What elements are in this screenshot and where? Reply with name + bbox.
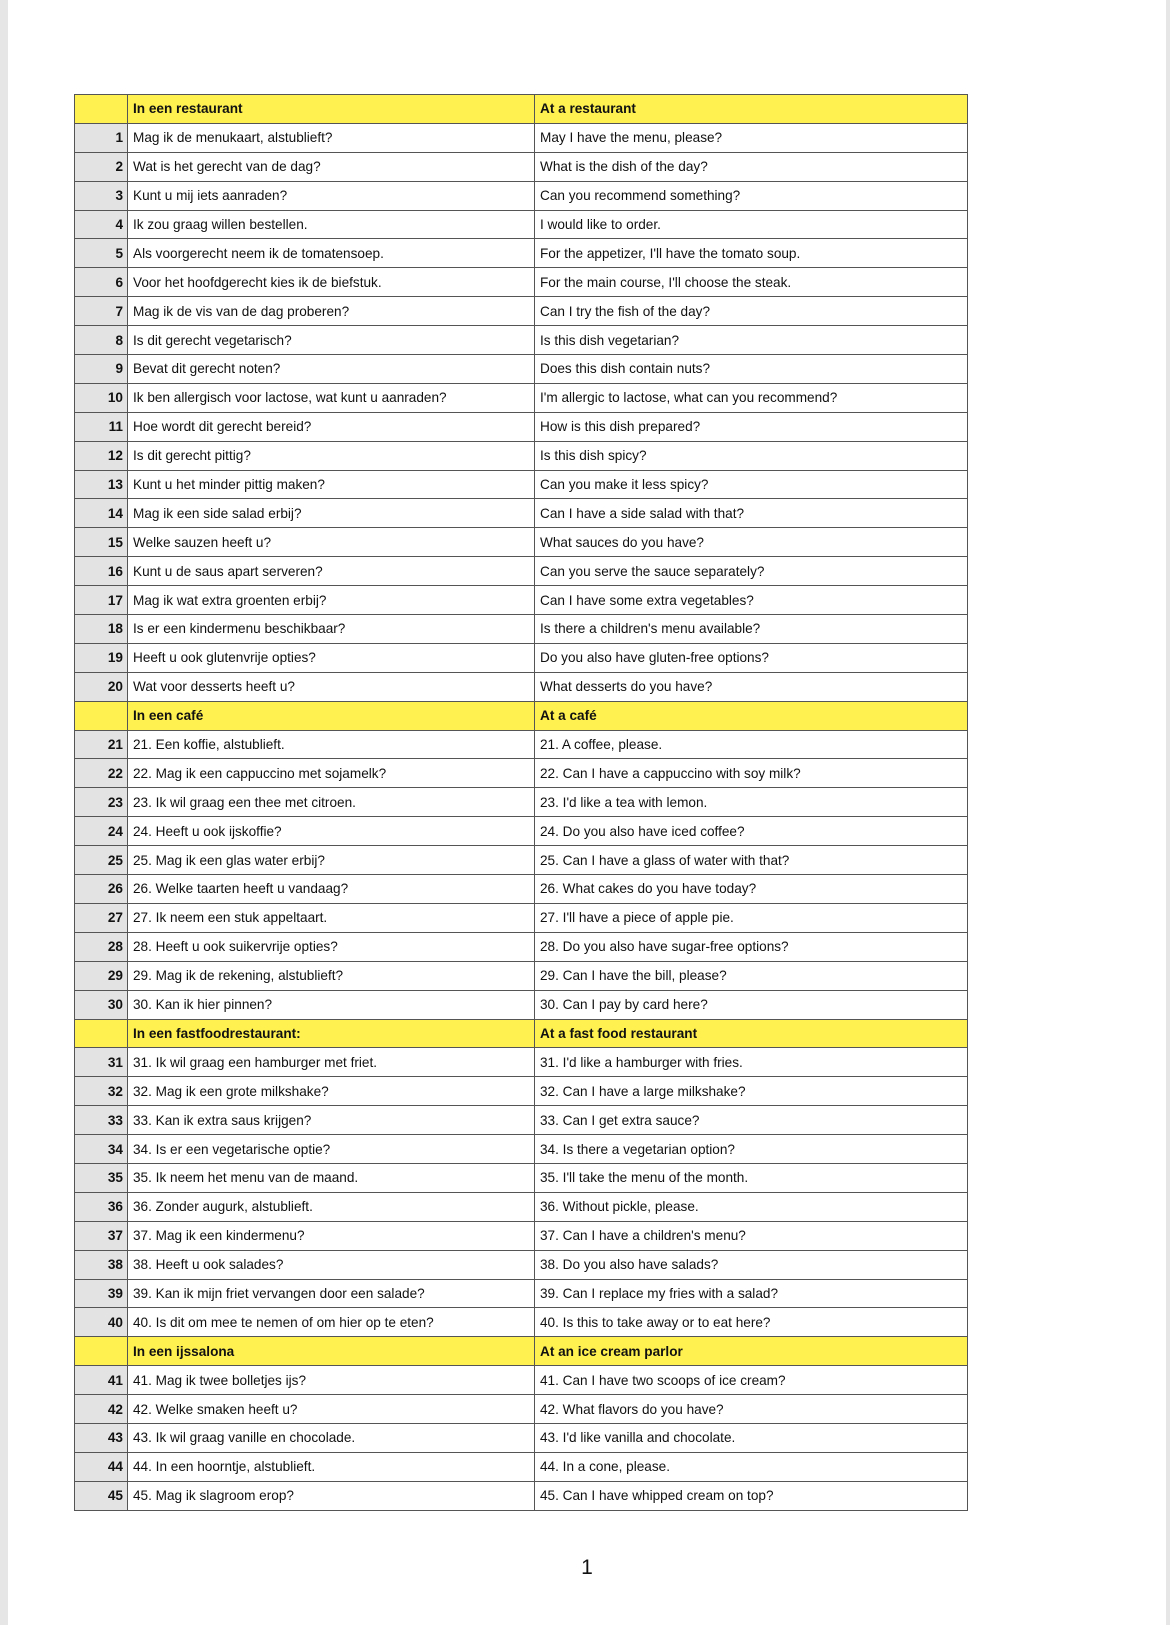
english-phrase: 41. Can I have two scoops of ice cream? (535, 1366, 968, 1395)
table-row (75, 1250, 968, 1279)
table-row (75, 730, 968, 759)
english-phrase: 42. What flavors do you have? (535, 1395, 968, 1424)
row-number: 13 (75, 470, 128, 499)
row-number: 27 (75, 903, 128, 932)
dutch-phrase: Heeft u ook glutenvrije opties? (128, 643, 535, 672)
dutch-phrase: 43. Ik wil graag vanille en chocolade. (128, 1423, 535, 1452)
dutch-phrase: 42. Welke smaken heeft u? (128, 1395, 535, 1424)
dutch-phrase: Mag ik de menukaart, alstublieft? (128, 123, 535, 152)
row-number: 1 (75, 123, 128, 152)
phrase-table (74, 94, 968, 1511)
row-number: 30 (75, 990, 128, 1019)
english-phrase: 31. I'd like a hamburger with fries. (535, 1048, 968, 1077)
row-number: 12 (75, 441, 128, 470)
row-number: 8 (75, 326, 128, 355)
english-phrase: For the appetizer, I'll have the tomato soup. (535, 239, 968, 268)
dutch-phrase: Kunt u de saus apart serveren? (128, 557, 535, 586)
english-phrase: Is this dish vegetarian? (535, 326, 968, 355)
english-phrase: 32. Can I have a large milkshake? (535, 1077, 968, 1106)
row-number: 16 (75, 557, 128, 586)
english-phrase: Can I try the fish of the day? (535, 297, 968, 326)
section-title-english: At a café (535, 701, 968, 730)
dutch-phrase: Ik zou graag willen bestellen. (128, 210, 535, 239)
english-phrase: Can you serve the sauce separately? (535, 557, 968, 586)
table-row (75, 499, 968, 528)
table-row (75, 961, 968, 990)
dutch-phrase: Mag ik wat extra groenten erbij? (128, 586, 535, 615)
english-phrase: 44. In a cone, please. (535, 1452, 968, 1481)
dutch-phrase: Hoe wordt dit gerecht bereid? (128, 412, 535, 441)
row-number: 33 (75, 1106, 128, 1135)
table-row (75, 1221, 968, 1250)
row-number: 7 (75, 297, 128, 326)
dutch-phrase: 26. Welke taarten heeft u vandaag? (128, 875, 535, 904)
english-phrase: Do you also have gluten-free options? (535, 643, 968, 672)
section-title-english: At a restaurant (535, 95, 968, 124)
section-header-number-cell (75, 1337, 128, 1366)
row-number: 18 (75, 615, 128, 644)
table-row (75, 1481, 968, 1510)
english-phrase: 39. Can I replace my fries with a salad? (535, 1279, 968, 1308)
table-row (75, 239, 968, 268)
phrase-table-body (75, 95, 968, 1511)
english-phrase: Is this dish spicy? (535, 441, 968, 470)
dutch-phrase: 32. Mag ik een grote milkshake? (128, 1077, 535, 1106)
english-phrase: 33. Can I get extra sauce? (535, 1106, 968, 1135)
row-number: 41 (75, 1366, 128, 1395)
table-row (75, 1395, 968, 1424)
english-phrase: 29. Can I have the bill, please? (535, 961, 968, 990)
row-number: 34 (75, 1135, 128, 1164)
row-number: 37 (75, 1221, 128, 1250)
english-phrase: 40. Is this to take away or to eat here? (535, 1308, 968, 1337)
dutch-phrase: 45. Mag ik slagroom erop? (128, 1481, 535, 1510)
english-phrase: I'm allergic to lactose, what can you recommend? (535, 383, 968, 412)
row-number: 20 (75, 672, 128, 701)
table-row (75, 643, 968, 672)
table-row (75, 1423, 968, 1452)
english-phrase: 38. Do you also have salads? (535, 1250, 968, 1279)
table-row (75, 1077, 968, 1106)
dutch-phrase: 38. Heeft u ook salades? (128, 1250, 535, 1279)
table-row (75, 1048, 968, 1077)
row-number: 4 (75, 210, 128, 239)
table-row (75, 1106, 968, 1135)
table-row (75, 1366, 968, 1395)
dutch-phrase: 22. Mag ik een cappuccino met sojamelk? (128, 759, 535, 788)
table-row (75, 557, 968, 586)
table-row (75, 1308, 968, 1337)
english-phrase: 30. Can I pay by card here? (535, 990, 968, 1019)
table-row (75, 210, 968, 239)
english-phrase: 26. What cakes do you have today? (535, 875, 968, 904)
section-title-dutch: In een restaurant (128, 95, 535, 124)
row-number: 28 (75, 932, 128, 961)
table-row (75, 759, 968, 788)
dutch-phrase: 37. Mag ik een kindermenu? (128, 1221, 535, 1250)
section-header-row (75, 1019, 968, 1048)
english-phrase: 34. Is there a vegetarian option? (535, 1135, 968, 1164)
row-number: 26 (75, 875, 128, 904)
dutch-phrase: 34. Is er een vegetarische optie? (128, 1135, 535, 1164)
table-row (75, 412, 968, 441)
dutch-phrase: 28. Heeft u ook suikervrije opties? (128, 932, 535, 961)
english-phrase: 25. Can I have a glass of water with that? (535, 846, 968, 875)
dutch-phrase: 29. Mag ik de rekening, alstublieft? (128, 961, 535, 990)
table-row (75, 152, 968, 181)
section-title-dutch: In een café (128, 701, 535, 730)
dutch-phrase: Als voorgerecht neem ik de tomatensoep. (128, 239, 535, 268)
english-phrase: 45. Can I have whipped cream on top? (535, 1481, 968, 1510)
dutch-phrase: 41. Mag ik twee bolletjes ijs? (128, 1366, 535, 1395)
row-number: 19 (75, 643, 128, 672)
dutch-phrase: 21. Een koffie, alstublieft. (128, 730, 535, 759)
table-row (75, 586, 968, 615)
dutch-phrase: 25. Mag ik een glas water erbij? (128, 846, 535, 875)
english-phrase: 43. I'd like vanilla and chocolate. (535, 1423, 968, 1452)
dutch-phrase: Is dit gerecht vegetarisch? (128, 326, 535, 355)
english-phrase: Can I have some extra vegetables? (535, 586, 968, 615)
row-number: 5 (75, 239, 128, 268)
table-row (75, 181, 968, 210)
dutch-phrase: 30. Kan ik hier pinnen? (128, 990, 535, 1019)
table-row (75, 383, 968, 412)
row-number: 11 (75, 412, 128, 441)
section-title-dutch: In een fastfoodrestaurant: (128, 1019, 535, 1048)
english-phrase: 24. Do you also have iced coffee? (535, 817, 968, 846)
section-header-row (75, 95, 968, 124)
dutch-phrase: 40. Is dit om mee te nemen of om hier op te eten? (128, 1308, 535, 1337)
row-number: 43 (75, 1423, 128, 1452)
dutch-phrase: Wat voor desserts heeft u? (128, 672, 535, 701)
row-number: 31 (75, 1048, 128, 1077)
english-phrase: 27. I'll have a piece of apple pie. (535, 903, 968, 932)
dutch-phrase: Voor het hoofdgerecht kies ik de biefstuk. (128, 268, 535, 297)
row-number: 2 (75, 152, 128, 181)
english-phrase: Is there a children's menu available? (535, 615, 968, 644)
table-row (75, 1135, 968, 1164)
dutch-phrase: Is dit gerecht pittig? (128, 441, 535, 470)
table-row (75, 268, 968, 297)
table-row (75, 1192, 968, 1221)
table-row (75, 470, 968, 499)
table-row (75, 297, 968, 326)
table-row (75, 441, 968, 470)
dutch-phrase: Mag ik de vis van de dag proberen? (128, 297, 535, 326)
english-phrase: 35. I'll take the menu of the month. (535, 1163, 968, 1192)
row-number: 40 (75, 1308, 128, 1337)
english-phrase: Can you make it less spicy? (535, 470, 968, 499)
row-number: 24 (75, 817, 128, 846)
english-phrase: Can you recommend something? (535, 181, 968, 210)
english-phrase: What is the dish of the day? (535, 152, 968, 181)
dutch-phrase: 24. Heeft u ook ijskoffie? (128, 817, 535, 846)
section-header-row (75, 1337, 968, 1366)
row-number: 3 (75, 181, 128, 210)
section-header-number-cell (75, 95, 128, 124)
table-row (75, 932, 968, 961)
row-number: 42 (75, 1395, 128, 1424)
english-phrase: 28. Do you also have sugar-free options? (535, 932, 968, 961)
row-number: 44 (75, 1452, 128, 1481)
row-number: 29 (75, 961, 128, 990)
table-row (75, 990, 968, 1019)
row-number: 25 (75, 846, 128, 875)
dutch-phrase: 35. Ik neem het menu van de maand. (128, 1163, 535, 1192)
dutch-phrase: 44. In een hoorntje, alstublieft. (128, 1452, 535, 1481)
english-phrase: May I have the menu, please? (535, 123, 968, 152)
english-phrase: I would like to order. (535, 210, 968, 239)
row-number: 9 (75, 355, 128, 384)
dutch-phrase: 33. Kan ik extra saus krijgen? (128, 1106, 535, 1135)
table-row (75, 1163, 968, 1192)
dutch-phrase: Is er een kindermenu beschikbaar? (128, 615, 535, 644)
row-number: 32 (75, 1077, 128, 1106)
row-number: 17 (75, 586, 128, 615)
table-row (75, 903, 968, 932)
english-phrase: How is this dish prepared? (535, 412, 968, 441)
table-row (75, 615, 968, 644)
table-row (75, 355, 968, 384)
section-header-row (75, 701, 968, 730)
english-phrase: What desserts do you have? (535, 672, 968, 701)
row-number: 10 (75, 383, 128, 412)
row-number: 23 (75, 788, 128, 817)
dutch-phrase: Kunt u het minder pittig maken? (128, 470, 535, 499)
dutch-phrase: Mag ik een side salad erbij? (128, 499, 535, 528)
english-phrase: 23. I'd like a tea with lemon. (535, 788, 968, 817)
english-phrase: Can I have a side salad with that? (535, 499, 968, 528)
row-number: 6 (75, 268, 128, 297)
section-title-english: At an ice cream parlor (535, 1337, 968, 1366)
table-row (75, 123, 968, 152)
table-row (75, 875, 968, 904)
english-phrase: 22. Can I have a cappuccino with soy milk? (535, 759, 968, 788)
dutch-phrase: 36. Zonder augurk, alstublieft. (128, 1192, 535, 1221)
table-row (75, 326, 968, 355)
dutch-phrase: Bevat dit gerecht noten? (128, 355, 535, 384)
row-number: 22 (75, 759, 128, 788)
row-number: 15 (75, 528, 128, 557)
dutch-phrase: Ik ben allergisch voor lactose, wat kunt u aanraden? (128, 383, 535, 412)
table-row (75, 788, 968, 817)
table-row (75, 1279, 968, 1308)
section-title-dutch: In een ijssalona (128, 1337, 535, 1366)
english-phrase: 36. Without pickle, please. (535, 1192, 968, 1221)
row-number: 45 (75, 1481, 128, 1510)
table-row (75, 817, 968, 846)
dutch-phrase: 23. Ik wil graag een thee met citroen. (128, 788, 535, 817)
document-page (8, 0, 1166, 1625)
table-row (75, 672, 968, 701)
english-phrase: Does this dish contain nuts? (535, 355, 968, 384)
section-header-number-cell (75, 701, 128, 730)
english-phrase: What sauces do you have? (535, 528, 968, 557)
section-title-english: At a fast food restaurant (535, 1019, 968, 1048)
english-phrase: 37. Can I have a children's menu? (535, 1221, 968, 1250)
dutch-phrase: 31. Ik wil graag een hamburger met friet. (128, 1048, 535, 1077)
row-number: 14 (75, 499, 128, 528)
table-row (75, 528, 968, 557)
dutch-phrase: 27. Ik neem een stuk appeltaart. (128, 903, 535, 932)
row-number: 21 (75, 730, 128, 759)
section-header-number-cell (75, 1019, 128, 1048)
english-phrase: For the main course, I'll choose the steak. (535, 268, 968, 297)
english-phrase: 21. A coffee, please. (535, 730, 968, 759)
row-number: 39 (75, 1279, 128, 1308)
page-number: 1 (581, 1556, 593, 1579)
row-number: 36 (75, 1192, 128, 1221)
dutch-phrase: Wat is het gerecht van de dag? (128, 152, 535, 181)
table-row (75, 1452, 968, 1481)
dutch-phrase: 39. Kan ik mijn friet vervangen door een salade? (128, 1279, 535, 1308)
row-number: 35 (75, 1163, 128, 1192)
table-row (75, 846, 968, 875)
dutch-phrase: Kunt u mij iets aanraden? (128, 181, 535, 210)
row-number: 38 (75, 1250, 128, 1279)
dutch-phrase: Welke sauzen heeft u? (128, 528, 535, 557)
